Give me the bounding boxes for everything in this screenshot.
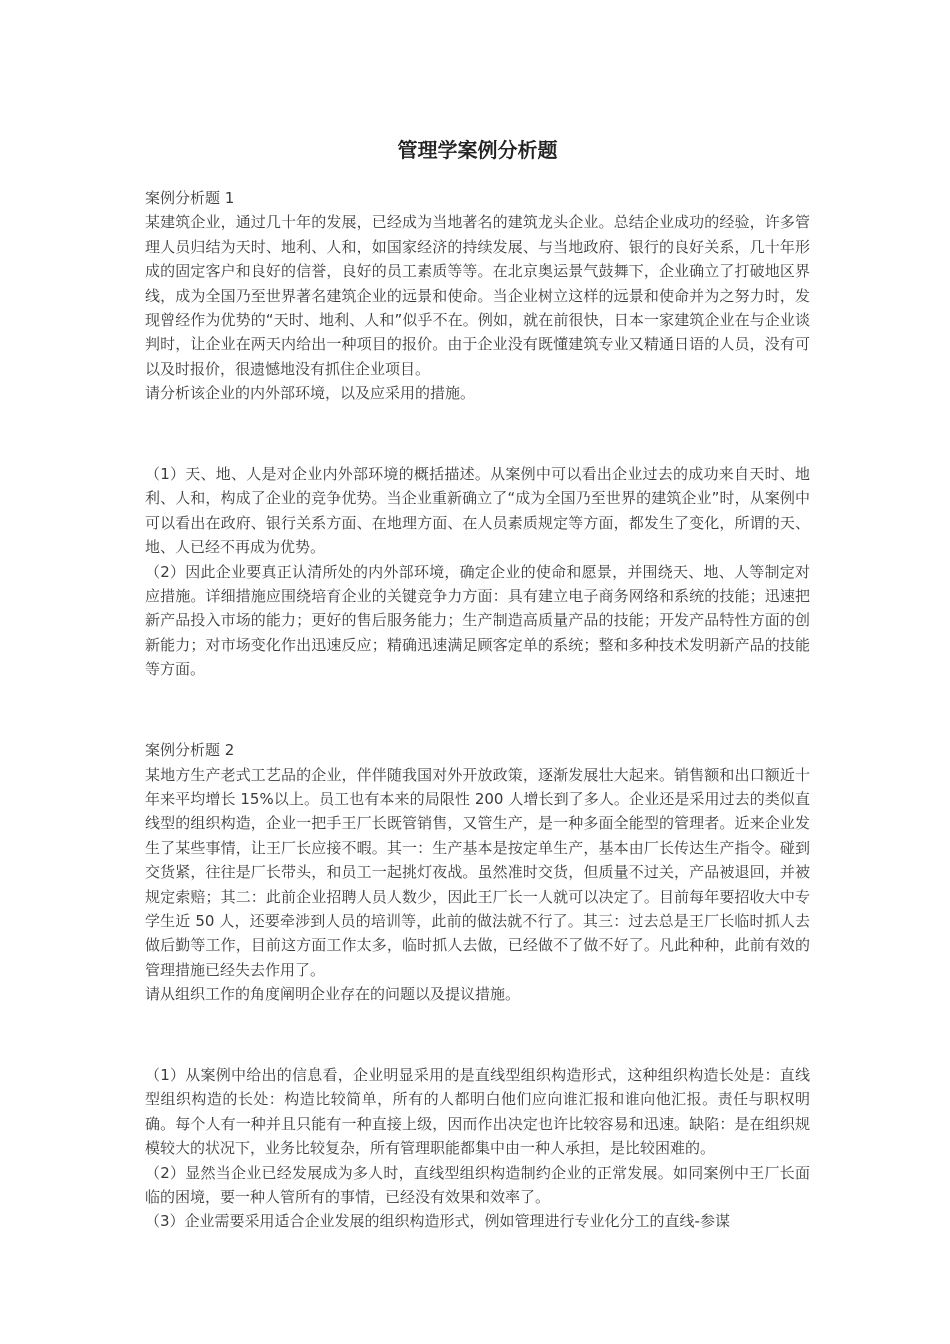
paragraph: （2）因此企业要真正认清所处的内外部环境，确定企业的使命和愿景，并围绕天、地、人等制定对应措施。详细措施应围绕培育企业的关键竞争力方面：具有建立电子商务网络和系统的技能；迅速把新产品投入市场的能力；更好的售后服务能力；生产制造高质量产品的技能；开发产品特性方面的创新能力；对市场变化作出迅速反应；精确迅速满足顾客定单的系统；整和多种技术发明新产品的技能等方面。 [145, 562, 810, 679]
paragraph: （3）企业需要采用适合企业发展的组织构造形式，例如管理进行专业化分工的直线-参谋 [145, 1212, 730, 1231]
blank-line [145, 1023, 810, 1047]
blank-line [145, 698, 810, 722]
paragraph: 某建筑企业，通过几十年的发展，已经成为当地著名的建筑龙头企业。总结企业成功的经验，许多管理人员归结为天时、地利、人和，如国家经济的持续发展、与当地政府、银行的良好关系，几十年形成的固定客户和良好的信誉，良好的员工素质等等。在北京奥运景气鼓舞下，企业确立了打破地区界线，成为全国乃至世界著名建筑企业的远景和使命。当企业树立这样的远景和使命并为之努力时，发现曾经作为优势的“天时、地利、人和”似乎不在。例如，就在前很快，日本一家建筑企业在与企业谈判时，让企业在两天内给出一种项目的报价。由于企业没有既懂建筑专业又精通日语的人员，没有可以及时报价，很遗憾地没有抓住企业项目。 [145, 213, 810, 378]
paragraph: 案例分析题 1 [145, 189, 235, 207]
paragraph: 请从组织工作的角度阐明企业存在的问题以及提议措施。 [145, 985, 521, 1004]
paragraph: （2）显然当企业已经发展成为多人时，直线型组织构造制约企业的正常发展。如同案例中王厂长面临的困境，要一种人管所有的事情，已经没有效果和效率了。 [145, 1163, 810, 1206]
paragraph: 请分析该企业的内外部环境，以及应采用的措施。 [145, 384, 476, 403]
paragraph: （1）从案例中给出的信息看，企业明显采用的是直线型组织构造形式，这种组织构造长处是：直线型组织构造的长处：构造比较简单，所有的人都明白他们应向谁汇报和谁向他汇报。责任与职权明确。每个人有一种并且只能有一种直接上级，因而作出决定也许比较容易和迅速。缺陷：是在组织规模较大的状况下，业务比较复杂，所有管理职能都集中由一种人承担，是比较困难的。 [145, 1065, 810, 1158]
document-body [145, 186, 810, 1234]
document-title: 管理学案例分析题 [397, 138, 558, 162]
blank-line [145, 422, 810, 446]
paragraph: （1）天、地、人是对企业内外部环境的概括描述。从案例中可以看出企业过去的成功来自天时、地利、人和，构成了企业的竞争优势。当企业重新确立了“成为全国乃至世界的建筑企业”时，从案例中可以看出在政府、银行关系方面、在地理方面、在人员素质规定等方面，都发生了变化，所谓的天、地、人已经不再成为优势。 [145, 465, 810, 557]
document-page [145, 128, 810, 1234]
paragraph: 案例分析题 2 [145, 741, 235, 760]
paragraph: 某地方生产老式工艺品的企业，伴伴随我国对外开放政策，逐渐发展壮大起来。销售额和出口额近十年来平均增长 15%以上。员工也有本来的局限性 200 人增长到了多人。企业还是采用过去的类似直线型的组织构造，企业一把手王厂长既管销售，又管生产，是一种多面全能型的管理者。近来企业发生了某些事情，让王厂长应接不暇。其一：生产基本是按定单生产，基本由厂长传达生产指令。碰到交货紧，往往是厂长带头，和员工一起挑灯夜战。虽然准时交货，但质量不过关，产品被退回，并被规定索赔；其二：此前企业招聘人员人数少，因此王厂长一人就可以决定了。目前每年要招收大中专学生近 50 人，还要牵涉到人员的培训等，此前的做法就不行了。其三：过去总是王厂长临时抓人去做后勤等工作，目前这方面工作太多，临时抓人去做，已经做不了做不好了。凡此种种，此前有效的管理措施已经失去作用了。 [145, 765, 810, 979]
